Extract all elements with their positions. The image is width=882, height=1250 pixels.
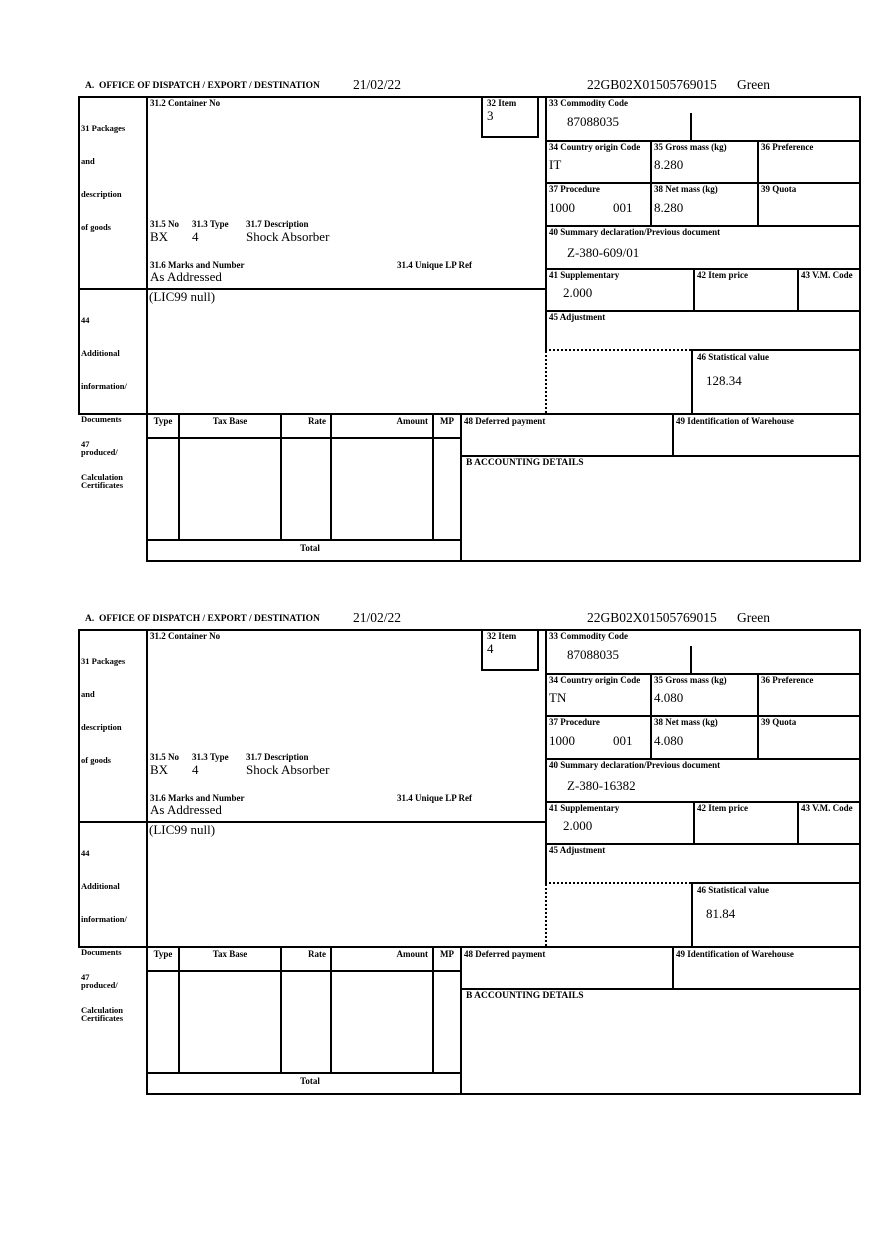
supplementary-value: 2.000 [563,818,593,833]
statistical-value-label: 46 Statistical value [697,885,769,895]
item-price-label: 42 Item price [697,803,748,813]
pkg-type-value: 4 [192,762,199,777]
unique-lp-ref-label: 31.4 Unique LP Ref [397,260,473,270]
statistical-value: 81.84 [706,906,736,921]
calc-header-underline [146,970,462,972]
procedure-value-2: 001 [613,733,633,748]
box46-top-border [691,349,861,351]
box45-dotted-bottom-border [545,882,691,884]
form-bottom-border [146,560,861,562]
office-of-dispatch-label: A. OFFICE OF DISPATCH / EXPORT / DESTINATION [85,81,320,91]
accounting-details-label: B ACCOUNTING DETAILS [466,458,584,468]
item-price-label: 42 Item price [697,270,748,280]
procedure-label: 37 Procedure [549,717,600,727]
net-mass-value: 8.280 [654,200,684,215]
mrn-number: 22GB02X01505769015 [587,77,717,92]
box45-dotted-bottom-border [545,349,691,351]
marks-number-value: As Addressed [150,269,222,284]
warehouse-id-label: 49 Identification of Warehouse [676,949,794,959]
net-mass-value: 4.080 [654,733,684,748]
preference-label: 36 Preference [761,675,814,685]
acceptance-date: 21/02/22 [353,77,402,92]
country-origin-label: 34 Country origin Code [549,142,641,152]
acceptance-date: 21/02/22 [353,610,402,625]
calc-col2-divider [280,413,282,539]
calc-header-rate: Rate [308,949,326,959]
procedure-label: 37 Procedure [549,184,600,194]
box44-label: 44 Additional information/ Documents produced/ Certificates [81,315,127,490]
col35-36-divider [757,140,759,227]
marks-number-value: As Addressed [150,802,222,817]
box46-left-border [691,349,693,415]
container-no-label: 31.2 Container No [150,98,221,108]
row48-bottom-border [460,988,861,990]
supplementary-label: 41 Supplementary [549,803,620,813]
calc-col3-divider [330,413,332,539]
pkg-description-label: 31.7 Description [246,752,309,762]
dotted-vertical-divider [545,884,547,946]
box46-left-border [691,882,693,948]
mrn-number: 22GB02X01505769015 [587,610,717,625]
supplementary-value: 2.000 [563,285,593,300]
adjustment-label: 45 Adjustment [549,312,606,322]
calc-table-bottom-border [146,1072,462,1074]
calc-header-tax-base: Tax Base [212,949,248,959]
country-origin-value: TN [549,690,567,705]
deferred-payment-label: 48 Deferred payment [464,949,546,959]
procedure-value-1: 1000 [549,733,575,748]
calc-col1-divider [178,946,180,1072]
col41-42-divider [693,801,695,845]
col48-49-divider [672,413,674,455]
col42-43-divider [797,801,799,845]
calc-col1-divider [178,413,180,539]
col41-42-divider [693,268,695,312]
routing-status: Green [737,610,770,625]
item-number-value: 4 [487,641,494,656]
calc-header-mp: MP [440,949,454,959]
additional-information-value: (LIC99 null) [149,822,216,837]
dotted-vertical-divider [545,351,547,413]
calc-total-label: Total [300,543,320,553]
marks-number-label: 31.6 Marks and Number [150,793,245,803]
pkg-no-label: 31.5 No [150,752,179,762]
center-right-divider [545,96,547,351]
pkg-type-label: 31.3 Type [192,752,229,762]
box47-label: 47 Calculation [81,439,124,482]
pkg-no-value: BX [150,229,169,244]
calc-col2-divider [280,946,282,1072]
accounting-details-label: B ACCOUNTING DETAILS [466,991,584,1001]
center-right-divider [545,629,547,884]
commodity-code-value: 87088035 [567,647,619,662]
routing-status: Green [737,77,770,92]
procedure-value-2: 001 [613,200,633,215]
country-origin-label: 34 Country origin Code [549,675,641,685]
box44-label: 44 Additional information/ Documents produced/ Certificates [81,848,127,1023]
gross-mass-label: 35 Gross mass (kg) [654,142,727,152]
col34-35-divider [650,673,652,760]
vm-code-label: 43 V.M. Code [801,270,853,280]
col42-43-divider [797,268,799,312]
box47-label: 47 Calculation [81,972,124,1015]
calc-header-rate: Rate [308,416,326,426]
left-column-divider [146,629,148,1095]
calc-header-underline [146,437,462,439]
summary-declaration-label: 40 Summary declaration/Previous document [549,760,721,770]
office-of-dispatch-label: A. OFFICE OF DISPATCH / EXPORT / DESTINATION [85,614,320,624]
calc-header-amount: Amount [396,416,428,426]
summary-declaration-value: Z-380-609/01 [567,245,640,260]
calc-header-mp: MP [440,416,454,426]
row48-bottom-border [460,455,861,457]
pkg-no-value: BX [150,762,169,777]
additional-information-value: (LIC99 null) [149,289,216,304]
item-label: 32 Item [487,631,517,641]
quota-label: 39 Quota [761,184,797,194]
calc-col4-divider [432,946,434,1072]
deferred-payment-label: 48 Deferred payment [464,416,546,426]
statistical-value: 128.34 [706,373,742,388]
item-label: 32 Item [487,98,517,108]
unique-lp-ref-label: 31.4 Unique LP Ref [397,793,473,803]
country-origin-value: IT [549,157,562,172]
net-mass-label: 38 Net mass (kg) [654,184,718,194]
gross-mass-value: 4.080 [654,690,684,705]
form-left-border [78,629,80,948]
net-mass-label: 38 Net mass (kg) [654,717,718,727]
adjustment-label: 45 Adjustment [549,845,606,855]
commodity-code-field-divider [690,113,692,140]
box46-top-border [691,882,861,884]
warehouse-id-label: 49 Identification of Warehouse [676,416,794,426]
left-column-divider [146,96,148,562]
calc-header-type: Type [153,949,173,959]
summary-declaration-value: Z-380-16382 [567,778,636,793]
form-left-border [78,96,80,415]
commodity-code-label: 33 Commodity Code [549,631,628,641]
summary-declaration-label: 40 Summary declaration/Previous document [549,227,721,237]
pkg-description-value: Shock Absorber [246,762,330,777]
calculation-row-top-border [78,413,861,415]
calc-col3-divider [330,946,332,1072]
container-no-label: 31.2 Container No [150,631,221,641]
gross-mass-label: 35 Gross mass (kg) [654,675,727,685]
form-right-border [859,96,861,562]
calc-table-bottom-border [146,539,462,541]
pkg-description-label: 31.7 Description [246,219,309,229]
box31-label: 31 Packages and description of goods [81,123,126,232]
col35-36-divider [757,673,759,760]
declaration-item-section-1 [0,75,882,565]
gross-mass-value: 8.280 [654,157,684,172]
box31-label: 31 Packages and description of goods [81,656,126,765]
calc-header-amount: Amount [396,949,428,959]
calc-header-tax-base: Tax Base [212,416,248,426]
pkg-no-label: 31.5 No [150,219,179,229]
calc-total-label: Total [300,1076,320,1086]
statistical-value-label: 46 Statistical value [697,352,769,362]
form-right-border [859,629,861,1095]
procedure-value-1: 1000 [549,200,575,215]
pkg-description-value: Shock Absorber [246,229,330,244]
calculation-row-top-border [78,946,861,948]
vm-code-label: 43 V.M. Code [801,803,853,813]
preference-label: 36 Preference [761,142,814,152]
commodity-code-value: 87088035 [567,114,619,129]
commodity-code-label: 33 Commodity Code [549,98,628,108]
item-number-value: 3 [487,108,494,123]
supplementary-label: 41 Supplementary [549,270,620,280]
pkg-type-label: 31.3 Type [192,219,229,229]
declaration-item-section-2 [0,608,882,1098]
calc-col4-divider [432,413,434,539]
commodity-code-field-divider [690,646,692,673]
marks-number-label: 31.6 Marks and Number [150,260,245,270]
form-bottom-border [146,1093,861,1095]
quota-label: 39 Quota [761,717,797,727]
pkg-type-value: 4 [192,229,199,244]
calc-header-type: Type [153,416,173,426]
col34-35-divider [650,140,652,227]
col48-49-divider [672,946,674,988]
